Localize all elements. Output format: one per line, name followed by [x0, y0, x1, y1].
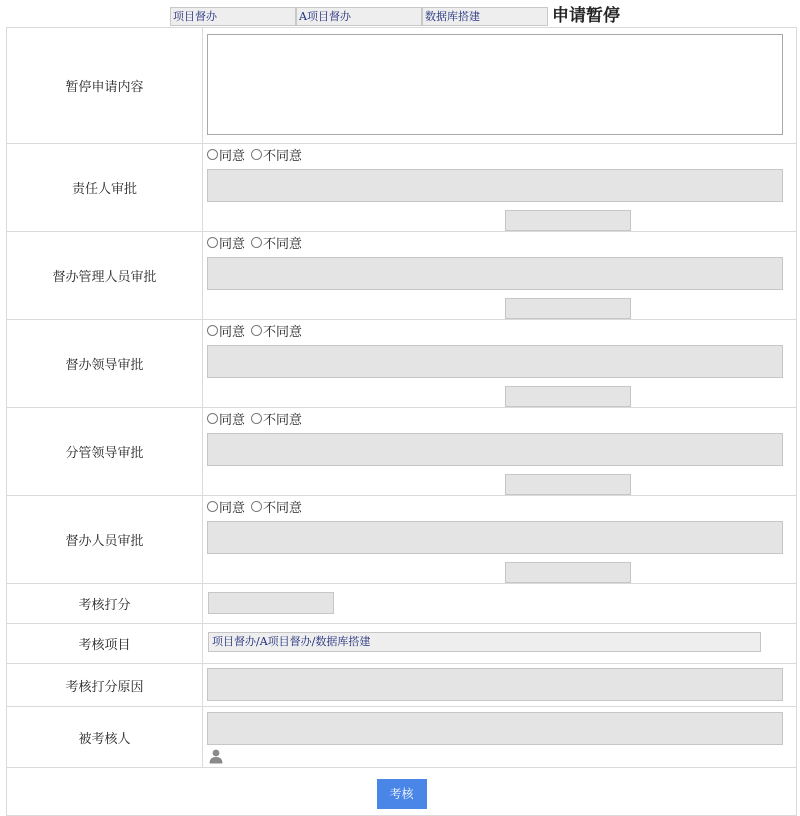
- disagree-radio[interactable]: [251, 237, 262, 248]
- agree-label: 同意: [219, 148, 246, 164]
- person-label: 被考核人: [7, 707, 203, 768]
- disagree-radio[interactable]: [251, 413, 262, 424]
- agree-radio[interactable]: [207, 413, 218, 424]
- disagree-radio[interactable]: [251, 149, 262, 160]
- approval-label-responsible: 责任人审批: [7, 144, 203, 232]
- approval-label-supervision-leader: 督办领导审批: [7, 320, 203, 408]
- approval-date-field[interactable]: [505, 474, 631, 495]
- pause-request-form: [6, 27, 797, 816]
- agree-radio[interactable]: [207, 149, 218, 160]
- agree-label: 同意: [219, 324, 246, 340]
- approval-label-supervisor: 督办人员审批: [7, 496, 203, 584]
- content-label: 暂停申请内容: [7, 28, 203, 144]
- breadcrumb-item-a-project: A项目督办: [296, 7, 422, 26]
- approval-date-field[interactable]: [505, 210, 631, 231]
- approval-radio-group: [207, 409, 796, 427]
- approval-date-field[interactable]: [505, 562, 631, 583]
- disagree-label: 不同意: [263, 148, 303, 164]
- pause-content-textarea[interactable]: [207, 34, 783, 135]
- agree-label: 同意: [219, 500, 246, 516]
- approval-date-field[interactable]: [505, 386, 631, 407]
- approval-opinion-field[interactable]: [207, 257, 783, 290]
- assessment-items-field: 项目督办/A项目督办/数据库搭建: [208, 632, 761, 652]
- breadcrumb-item-project: 项目督办: [170, 7, 296, 26]
- action-row: [7, 768, 797, 816]
- breadcrumb: [170, 6, 620, 26]
- breadcrumb-item-database: 数据库搭建: [422, 7, 548, 26]
- reason-label: 考核打分原因: [7, 664, 203, 707]
- disagree-radio[interactable]: [251, 325, 262, 336]
- approval-opinion-field[interactable]: [207, 345, 783, 378]
- score-input[interactable]: [208, 592, 334, 614]
- agree-radio[interactable]: [207, 237, 218, 248]
- approval-label-branch-leader: 分管领导审批: [7, 408, 203, 496]
- agree-radio[interactable]: [207, 501, 218, 512]
- approval-radio-group: [207, 233, 796, 251]
- user-icon[interactable]: [208, 748, 224, 764]
- approval-radio-group: [207, 145, 796, 163]
- review-button[interactable]: 考核: [377, 779, 427, 809]
- approval-radio-group: [207, 321, 796, 339]
- score-label: 考核打分: [7, 584, 203, 624]
- score-reason-field[interactable]: [207, 668, 783, 701]
- agree-label: 同意: [219, 412, 246, 428]
- agree-label: 同意: [219, 236, 246, 252]
- page-title: 申请暂停: [552, 6, 620, 26]
- items-label: 考核项目: [7, 624, 203, 664]
- approval-date-field[interactable]: [505, 298, 631, 319]
- disagree-label: 不同意: [263, 324, 303, 340]
- disagree-label: 不同意: [263, 500, 303, 516]
- disagree-label: 不同意: [263, 412, 303, 428]
- approval-opinion-field[interactable]: [207, 169, 783, 202]
- assessed-person-field[interactable]: [207, 712, 783, 745]
- agree-radio[interactable]: [207, 325, 218, 336]
- approval-label-supervision-manager: 督办管理人员审批: [7, 232, 203, 320]
- disagree-radio[interactable]: [251, 501, 262, 512]
- approval-opinion-field[interactable]: [207, 433, 783, 466]
- approval-opinion-field[interactable]: [207, 521, 783, 554]
- approval-radio-group: [207, 497, 796, 515]
- disagree-label: 不同意: [263, 236, 303, 252]
